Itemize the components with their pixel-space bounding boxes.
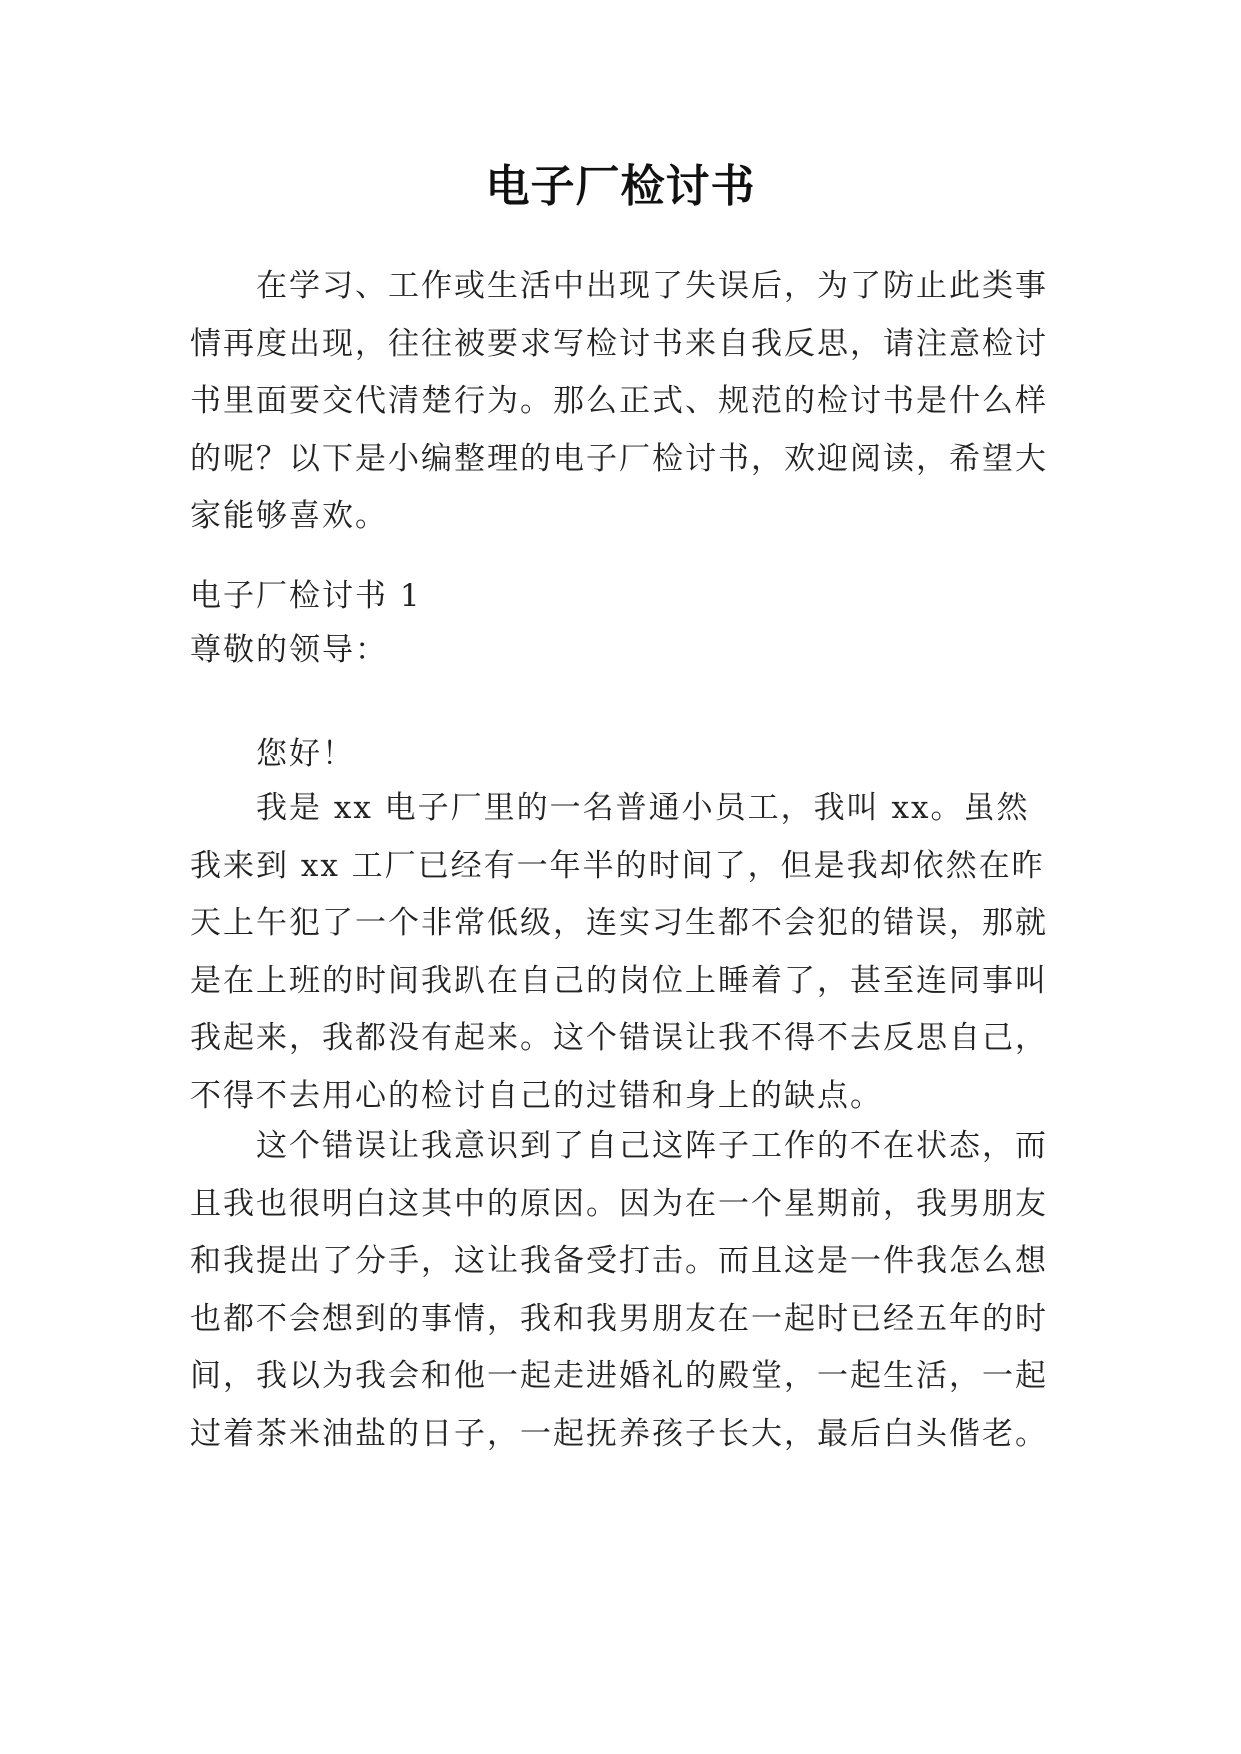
salutation: 尊敬的领导： [190, 632, 388, 668]
intro-paragraph: 在学习、工作或生活中出现了失误后，为了防止此类事情再度出现，往往被要求写检讨书来自我反思，请注意检讨书里面要交代清楚行为。那么正式、规范的检讨书是什么样的呢？以下是小编整理的电子厂检讨书，欢迎阅读，希望大家能够喜欢。 [190, 268, 1048, 534]
body-paragraph-2: 这个错误让我意识到了自己这阵子工作的不在状态，而且我也很明白这其中的原因。因为在一个星期前，我男朋友和我提出了分手，这让我备受打击。而且这是一件我怎么想也都不会想到的事情，我和我男朋友在一起时已经五年的时间，我以为我会和他一起走进婚礼的殿堂，一起生活，一起过着茶米油盐的日子，一起抚养孩子长大，最后白头偕老。 [190, 1128, 1048, 1452]
document-title: 电子厂检讨书 [485, 161, 756, 212]
body-paragraph-1: 我是 xx 电子厂里的一名普通小员工，我叫 xx。虽然我来到 xx 工厂已经有一年半的时间了，但是我却依然在昨天上午犯了一个非常低级，连实习生都不会犯的错误，那就是在上班的时间我趴在自己的岗位上睡着了，甚至连同事叫我起来，我都没有起来。这个错误让我不得不去反思自己，不得不去用心的检讨自己的过错和身上的缺点。 [190, 790, 1048, 1114]
section-heading: 电子厂检讨书 1 [190, 578, 422, 614]
greeting: 您好！ [256, 736, 355, 772]
